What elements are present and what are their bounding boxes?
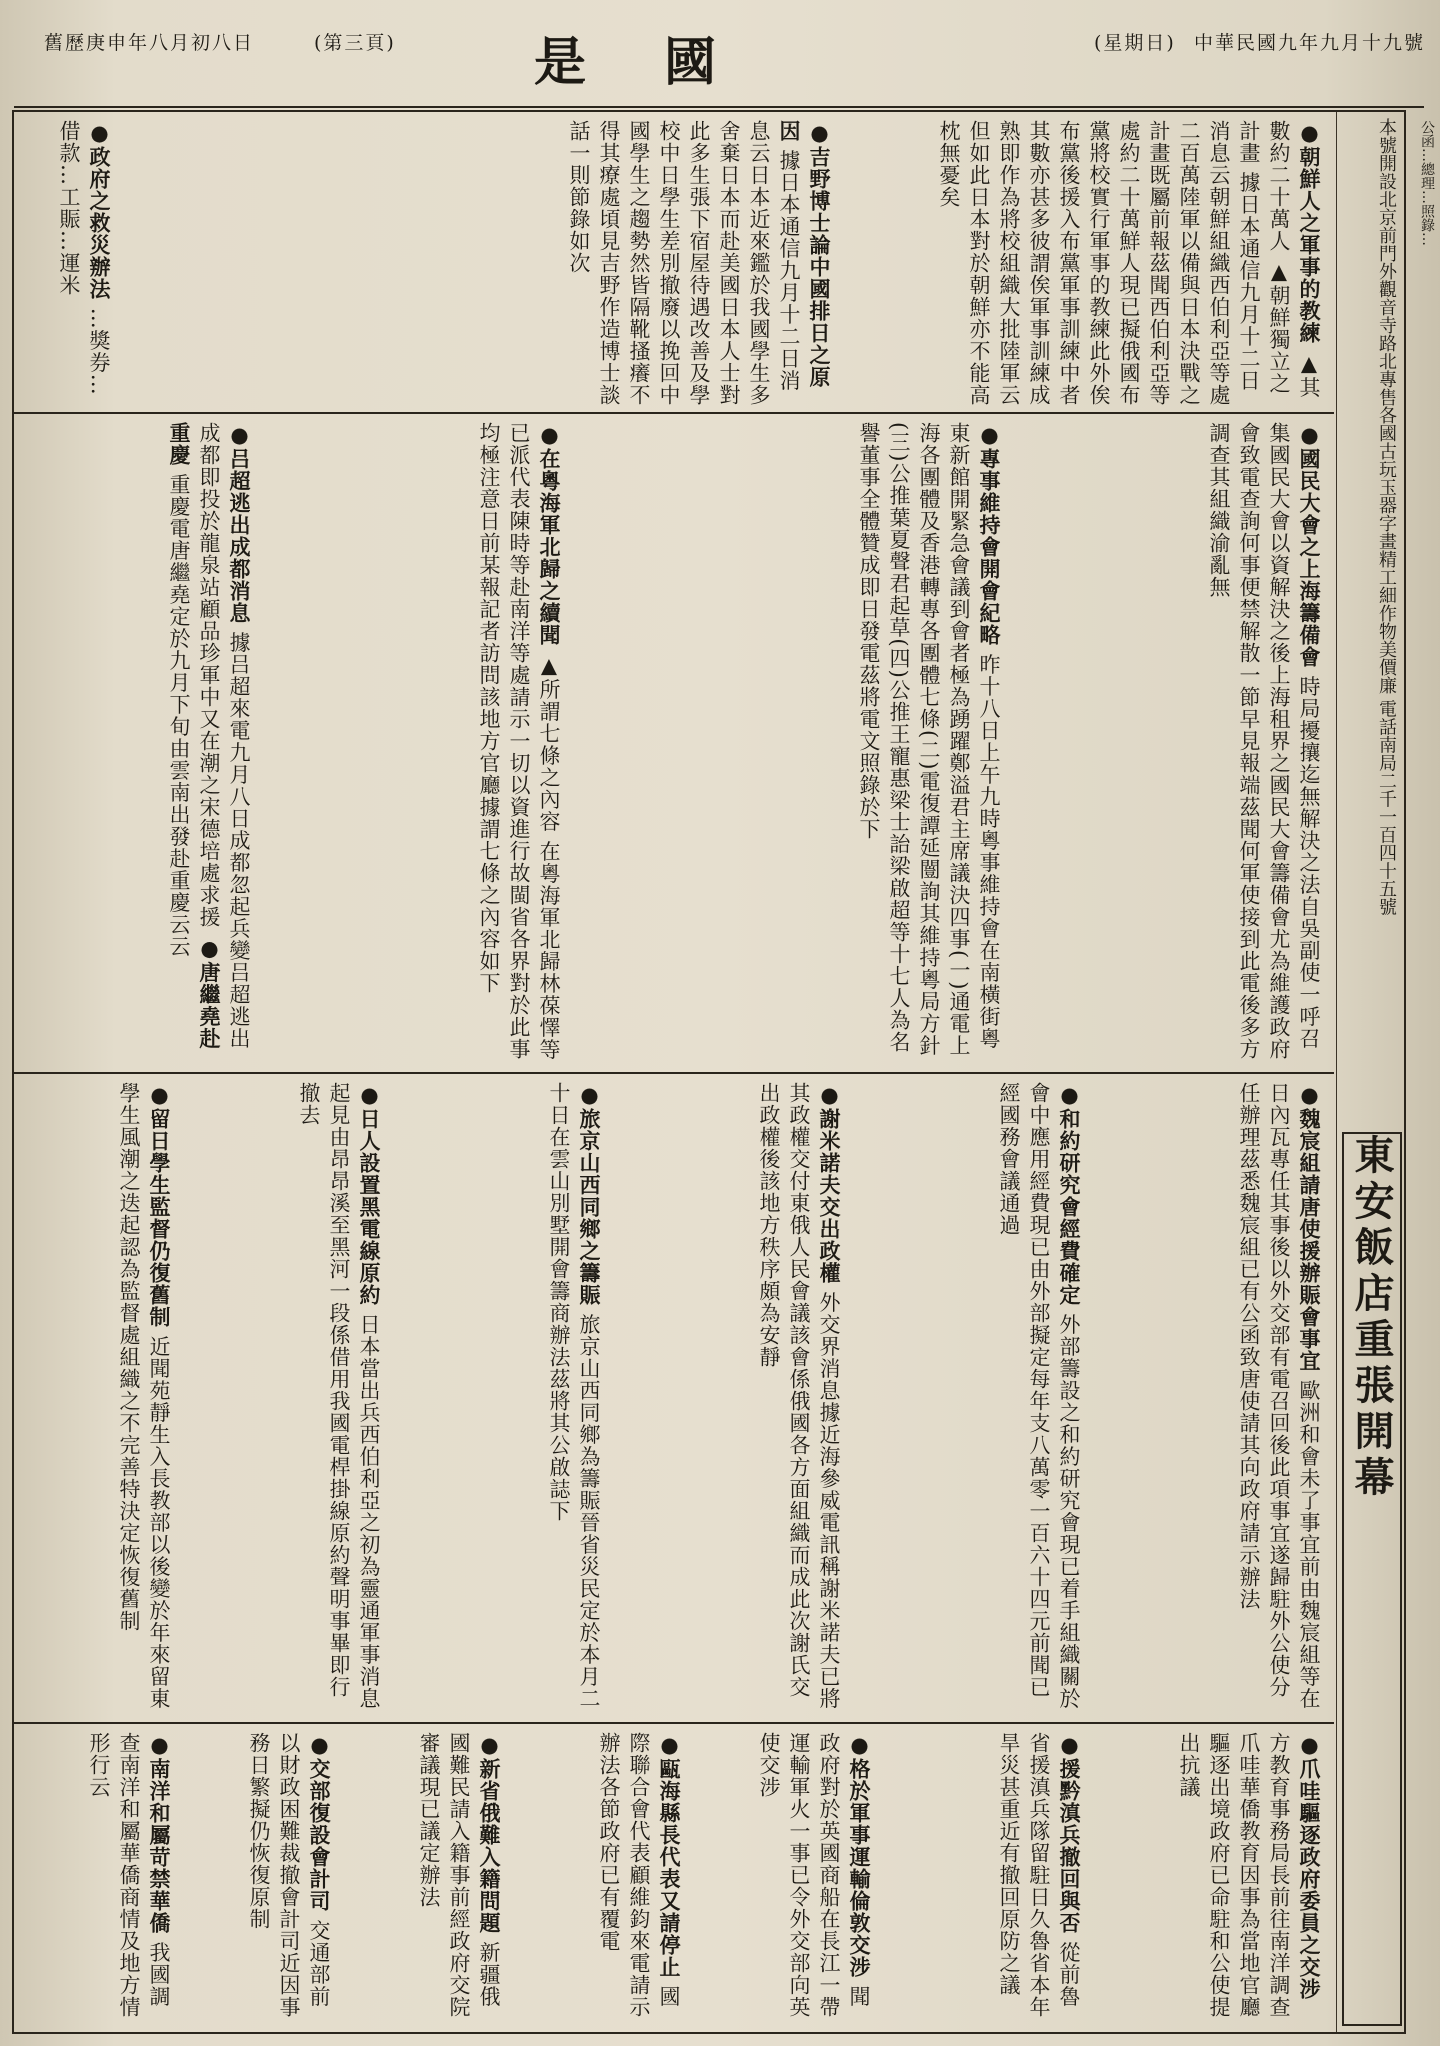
margin-right-text: 公函…總理…照錄… (1419, 120, 1435, 246)
article-headline: ●交部復設會計司 (307, 1732, 332, 1912)
article-headline: ●南洋和屬苛禁華僑 (147, 1732, 172, 1934)
date-lunar: 舊歷庚申年八月初八日 (44, 32, 255, 54)
tier-rule-1 (14, 412, 1334, 414)
ad-column-rule (1336, 112, 1337, 2032)
article-body: 歐洲和會未了事宜前由魏宸組等在日內瓦專任其事後以外交部有電召回後此項事宜遂歸駐外公使分任辦理茲悉魏宸組已有公函致唐使請其向政府請示辦法 (1237, 1082, 1321, 1710)
tier-rule-2 (14, 1072, 1334, 1074)
article-wei-chenzu (1094, 1082, 1324, 1712)
article-body: 近聞苑靜生入長教部以後變於年來留東學生風潮之迭起認為監督處組織之不完善特決定恢復舊制 (117, 1082, 171, 1710)
article-body: 據日本通信九月十二日消息云日本近來鑑於我國學生多舍棄日本而赴美國日本人士對此多生張下宿屋待遇改善及學校中日學生差別撤廢以挽回中國學生之趨勢然皆隔靴搔癢不得其療處頃見吉野作造博士談話一則節錄如次 (567, 120, 801, 406)
article-body: 從前魯省援滇兵隊留駐日久魯省本年旱災甚重近有撤回原防之議 (997, 1732, 1081, 2018)
article-headline: ●政府之救災辦法 (87, 120, 112, 300)
article-navy-return (264, 422, 564, 1062)
article-headline: ●日人設置黑電線原約 (357, 1082, 382, 1306)
article-accounting (184, 1732, 334, 2022)
article-headline: ●朝鮮人之軍事的教練 (1297, 120, 1322, 344)
article-yunnan-troops (884, 1732, 1084, 2022)
article-headline: ●援黔滇兵撤回與否 (1057, 1732, 1082, 1934)
page-number: (第三頁) (314, 32, 396, 54)
article-headline: ●國民大會之上海籌備會 (1297, 422, 1322, 668)
article-headline: ●格於軍事運輸倫敦交涉 (847, 1732, 872, 1978)
margin-right-notes (1406, 120, 1436, 2020)
article-shanxi-relief (394, 1082, 604, 1712)
article-semenov (614, 1082, 844, 1712)
title-char: 是 (534, 32, 617, 93)
article-xinjiang (344, 1732, 504, 2022)
article-body: ▲所謂七條之內容 在粵海軍北歸林葆懌等已派代表陳時等赴南洋等處請示一切以資進行故閩省各界對於此事均極注意日前某報記者訪問該地方官廳據謂七條之內容如下 (477, 422, 561, 1061)
hotel-advertisement (1342, 1132, 1402, 2026)
article-body: 時局擾攘迄無解決之法自吳副使一呼召集國民大會以資解決之後上海租界之國民大會籌備會尤為維護政府會致電查詢何事便禁解散一節早見報端茲聞何軍使接到此電後多方調查其組織渝亂無 (1207, 422, 1321, 1060)
article-java-expulsion (1094, 1732, 1324, 2022)
article-maintenance-meeting (574, 422, 1004, 1062)
content-frame (12, 110, 1406, 2034)
article-yoshino (124, 120, 834, 406)
article-korean-training (844, 120, 1324, 406)
article-headline: ●謝米諾夫交出政權 (817, 1082, 842, 1284)
masthead (14, 20, 1424, 108)
article-body: 重慶電唐繼堯定於九月下旬由雲南出發赴重慶云云 (167, 473, 191, 958)
article-headline: ●和約研究會經費確定 (1057, 1082, 1082, 1306)
article-league-rep (514, 1732, 684, 2022)
article-headline: ●爪哇驅逐政府委員之交涉 (1297, 1732, 1322, 2000)
article-national-assembly (1014, 422, 1324, 1062)
article-headline: ●專事維持會開會紀略 (977, 422, 1002, 646)
article-lv-chao (24, 422, 254, 1062)
article-relief (24, 120, 114, 406)
ad-small-text: 本號開設北京前門外觀音寺路北專售各國古玩玉器字畫精工細作物美價廉 電話南局二千一百四十五號 (1376, 118, 1397, 916)
article-body: 日本當出兵西伯利亞之初為靈通軍事消息起見由昂昂溪至黑河一段係借用我國電桿掛線原約聲明事畢即行撤去 (297, 1082, 381, 1710)
article-body: 國際聯合會代表顧維鈞來電請示辦法各節政府已有覆電 (597, 1732, 681, 2018)
article-body: 昨十八日上午九時粵事維持會在南橫街粵東新館開緊急會議到會者極為踴躍鄭溢君主席議決四事(一)通電上海各團體及香港轉專各團體七條(二)電復譚延闓詢其維持粵局方針(三)公推葉夏聲君起草(四)公推王寵惠梁士詒梁啟超等十七人為名譽董事全體贊成即日發電茲將電文照錄於下 (857, 422, 1001, 1057)
article-body: 我國調查南洋和屬華僑商情及地方情形行云 (87, 1732, 171, 2018)
paper-name: 國 (664, 32, 747, 93)
article-headline: ●吕超逃出成都消息 (227, 422, 252, 624)
article-headline: ●甌海縣長代表又請停止 (657, 1732, 682, 1978)
article-telegraph-line (184, 1082, 384, 1712)
article-body: 聞政府對於英國商船在長江一帶運輸軍火一事已令外交部向英使交涉 (757, 1732, 871, 2018)
article-headline: ●新省俄難入籍問題 (477, 1732, 502, 1934)
article-body: 據吕超來電九月八日成都忽起兵變吕超逃出成都即投於龍泉站顧品珍軍中又在潮之宋德培處求援 (197, 422, 251, 1050)
article-body: 新疆俄國難民請入籍事前經政府交院審議現已議定辦法 (417, 1732, 501, 2018)
tier-rule-3 (14, 1722, 1334, 1724)
ad-title: 東安飯店重張開幕 (1348, 1134, 1395, 1502)
article-headline: ●吉野博士論中國排日之原因 (777, 120, 832, 388)
article-body: 方教育事務局長前往南洋調查爪哇華僑教育因事為當地官廳驅逐出境政府已命駐和公使提出抗議 (1177, 1732, 1291, 2018)
article-body: 外部籌設之和約研究會現已着手組織關於會中應用經費現已由外部擬定每年支八萬零一百六十四元前聞已經國務會議通過 (997, 1082, 1081, 1710)
article-headline: ●留日學生監督仍復舊制 (147, 1082, 172, 1328)
article-body: 旅京山西同鄉為籌賑晉省災民定於本月二十日在雲山別墅開會籌商辦法茲將其公啟誌下 (547, 1082, 601, 1710)
article-body: ▲其數約二十萬人 ▲朝鮮獨立之計畫 據日本通信九月十二日消息云朝鮮組織西伯利亞等處二百萬陸軍以備與日本決戰之計畫既屬前報茲聞西伯利亞等處約二十萬鮮人現已擬俄國布黨將校實行軍事的教練此外俟布黨後援入布黨軍事訓練中者其數亦甚多彼謂俟軍事訓練成熟即作為將校組織大批陸軍云但如此日本對於朝鮮亦不能高枕無憂矣 (937, 120, 1321, 406)
article-dutch-colonies (24, 1732, 174, 2022)
ad-small (1342, 118, 1398, 1118)
article-headline: ●旅京山西同鄉之籌賑 (577, 1082, 602, 1306)
article-body: 交通部前以財政困難裁撤會計司近因事務日繁擬仍恢復原制 (247, 1732, 331, 2018)
weekday: (星期日) (1094, 32, 1176, 54)
date-republic: 中華民國九年九月十九號 (1194, 32, 1426, 54)
article-transport (694, 1732, 874, 2022)
article-headline: ●在粵海軍北歸之續聞 (537, 422, 562, 646)
article-body: 外交界消息據近海參威電訊稱謝米諾夫已將其政權交付東俄人民會議該會係俄國各方面組織而成此次謝氏交出政權後該地方秩序頗為安靜 (757, 1082, 841, 1710)
article-treaty-research (854, 1082, 1084, 1712)
article-students-japan (24, 1082, 174, 1712)
article-body: …獎券…借款…工賑…運米 (57, 120, 111, 396)
article-headline: ●唐繼堯赴重慶 (167, 422, 222, 1050)
article-headline: ●魏宸組請唐使援辦賑會事宜 (1297, 1082, 1322, 1372)
